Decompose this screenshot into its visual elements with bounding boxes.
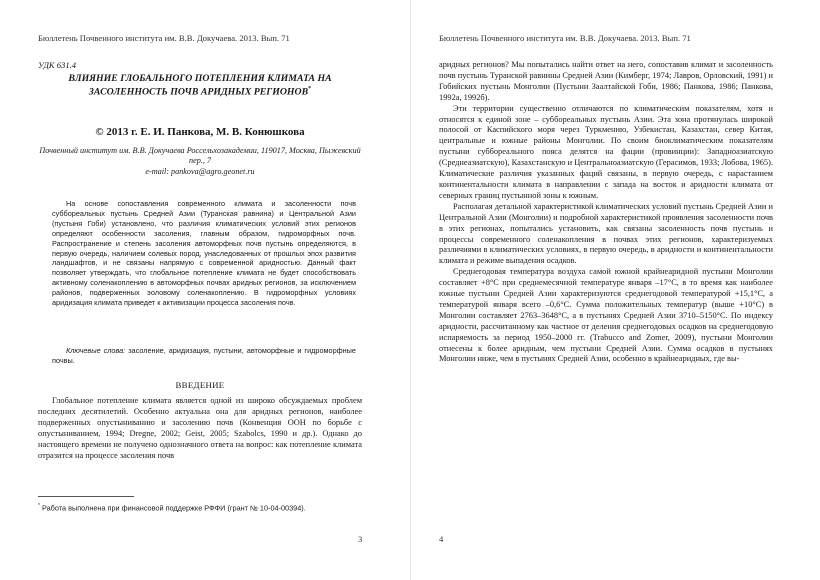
title-footnote-mark: * [308,86,312,93]
article-title-text: ВЛИЯНИЕ ГЛОБАЛЬНОГО ПОТЕПЛЕНИЯ КЛИМАТА НА ЗАСОЛЕННОСТЬ ПОЧВ АРИДНЫХ РЕГИОНОВ [68,73,332,98]
intro-paragraph: Глобальное потепление климата является одной из широко обсуждаемых проблем последних десятилетий. Особенно актуальна она для аридных регионов, наиболее подверженных опустыниванию и засолению почв (Конвенция ООН по борьбе с опустыниванием, 1994; Dregne, 2002; Geist, 2005; Szabolcs, 1990 и др.). Однако до настоящего времени не получено однозначного ответа на вопрос: как потепление климата отразится на процессе засоления почв [38,396,362,460]
paragraph: Эти территории существенно отличаются по климатическим показателям, хотя и относятся к единой зоне – суббореальных пустынь Азии. Эта зона протянулась широкой полосой от Каспийского моря через Туркмению, Узбекистан, Казахстан, север Китая, центральные и южные районы Монголии. По своим биоклиматическим показателям пустыни суббореального пояса делятся на фации (провинции): Западноазиатскую (Среднеазиатскую), Казахстанскую и Центральноазиатскую (Герасимов, 1933; Лобова, 1965). Климатические различия указанных фаций связаны, в первую очередь, с нарастанием континентальности климата в направлении с запада на восток и аридности климата от северных границ пустынной зоны к южным. [439,103,773,200]
running-header: Бюллетень Почвенного института им. В.В. Докучаева. 2013. Вып. 71 [439,33,691,43]
footnote [38,502,362,513]
body-text [439,60,773,365]
authors: © 2013 г. Е. И. Панкова, М. В. Конюшкова [95,126,305,138]
paragraph: Располагая детальной характеристикой климатических условий пустынь Средней Азии и Центральной Азии (Монголии) и подробной характеристикой проявления засоленности почв в этих регионах, попытались установить, как связаны засоленность почв пустынь и процессы современного соленакопления в почвах этих регионов, характеризуемых различиями в климатических условиях, в первую очередь, в аридности и континентальности климата и режиме выпадения осадков. [439,201,773,266]
section-title: ВВЕДЕНИЕ [175,380,225,390]
footnote-mark: * [38,503,40,509]
footnote-divider [38,496,134,497]
footnote-text: Работа выполнена при финансовой поддержке РФФИ (грант № 10-04-00394). [41,503,306,513]
running-header: Бюллетень Почвенного института им. В.В. Докучаева. 2013. Вып. 71 [38,33,290,43]
affiliation-block [38,146,362,177]
keywords-text: засоление, аридизация, пустыни, автоморфные и гидроморфные почвы. [52,346,356,365]
affiliation: Почвенный институт им. В.В. Докучаева Россельхозакадемии, 119017, Москва, Пыжевский пер., 7 [39,146,361,166]
keywords-label: Ключевые слова: [66,346,126,355]
page-number: 4 [439,534,444,544]
udk-code: УДК 631.4 [38,60,77,70]
abstract: На основе сопоставления современного климата и засоленности почв суббореальных пустынь Средней Азии (Туранская равнина) и Центральной Азии (пустыня Гоби) установлено, что различия климатических условий этих регионов определяют особенности засоления, главным образом, гидроморфных почв. Распространение и степень засоления автоморфных почв пустынь определяются, в первую очередь, наличием солевых пород, унаследованных от прошлых эпох развития ландшафтов, и не связаны напрямую с современной аридностью. Данный факт позволяет утверждать, что глобальное потепление климата не будет способствовать активному соленакоплению в автоморфных почвах аридных регионов, за исключением районов, подверженных эоловому соленакоплению. В гидроморфных условиях аридизация климата приведет к активизации процесса засоления почв. [52,199,356,308]
article-title [38,73,362,98]
email: e-mail: pankova@agro.geonet.ru [145,166,255,176]
paragraph: Среднегодовая температура воздуха самой южной крайнеаридной пустыни Монголии составляет +8°С при среднемесячной температуре января –17°С, в то время как наиболее южные пустыни Средней Азии характеризуются среднегодовой температурой +15,1°С, а температурой января всего –0,6°С. Сумма положительных температур (выше +10°С) в Монголии составляет 2763–3648°С, а в пустынях Средней Азии 3710–5150°С. По индексу аридности, рассчитанному как частное от деления среднегодовых осадков на среднегодовую испаряемость за период 1950–2000 гг. (Trabucco and Zomer, 2009), пустыни Монголии отнесены к более аридным, чем пустыни Средней Азии. Сумма осадков в пустынях Монголии ниже, чем в пустынях Средней Азии, особенно в крайнеаридных, где вы- [439,267,773,364]
keywords [52,346,356,366]
right-page [410,0,820,580]
paragraph: аридных регионов? Мы попытались найти ответ на него, сопоставив климат и засоленность почв пустынь Туранской равнины Средней Азии (Кимберг, 1974; Лавров, Орловский, 1991) и Гобийских пустынь Монголии (Пустыни Заалтайской Гоби, 1986; Панкова, 1986; Панкова, 1992а, 1992б). [439,60,773,102]
page-number: 3 [358,534,363,544]
